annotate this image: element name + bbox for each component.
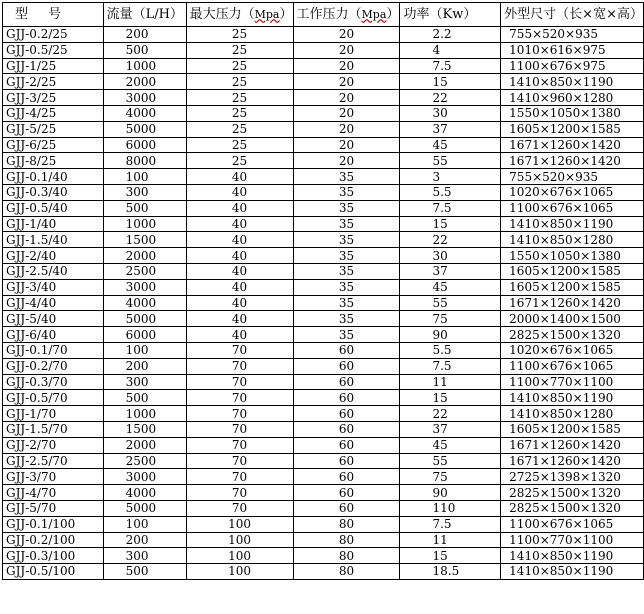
cell-power: 22 [400, 406, 501, 422]
cell-dimensions: 1410×850×1190 [501, 548, 644, 564]
cell-flow: 2500 [103, 453, 186, 469]
cell-flow: 6000 [103, 137, 186, 153]
table-row [3, 500, 644, 516]
cell-work-pressure: 35 [293, 295, 400, 311]
table-body [3, 27, 644, 580]
cell-dimensions: 1671×1260×1420 [501, 437, 644, 453]
cell-flow: 500 [103, 390, 186, 406]
cell-max-pressure: 70 [186, 390, 293, 406]
cell-work-pressure: 60 [293, 500, 400, 516]
cell-model: GJJ-4/40 [3, 295, 104, 311]
cell-max-pressure: 40 [186, 295, 293, 311]
cell-dimensions: 1605×1200×1585 [501, 121, 644, 137]
cell-model: GJJ-0.5/100 [3, 564, 104, 580]
cell-flow: 5000 [103, 121, 186, 137]
cell-power: 11 [400, 374, 501, 390]
cell-work-pressure: 35 [293, 248, 400, 264]
header-work-pressure-prefix: 工作压力（ [296, 6, 362, 22]
cell-model: GJJ-0.2/25 [3, 27, 104, 43]
cell-model: GJJ-0.3/100 [3, 548, 104, 564]
cell-model: GJJ-3/40 [3, 279, 104, 295]
cell-work-pressure: 20 [293, 58, 400, 74]
table-row [3, 137, 644, 153]
cell-work-pressure: 60 [293, 374, 400, 390]
cell-max-pressure: 40 [186, 169, 293, 185]
cell-work-pressure: 35 [293, 263, 400, 279]
cell-dimensions: 1010×616×975 [501, 42, 644, 58]
header-row [3, 3, 644, 27]
cell-power: 75 [400, 311, 501, 327]
table-row [3, 27, 644, 43]
table-row [3, 58, 644, 74]
cell-dimensions: 1020×676×1065 [501, 342, 644, 358]
cell-power: 22 [400, 90, 501, 106]
cell-max-pressure: 100 [186, 564, 293, 580]
header-max-pressure-prefix: 最大压力（ [189, 6, 255, 22]
cell-flow: 4000 [103, 295, 186, 311]
cell-max-pressure: 40 [186, 200, 293, 216]
cell-flow: 3000 [103, 90, 186, 106]
cell-flow: 300 [103, 184, 186, 200]
cell-flow: 2000 [103, 74, 186, 90]
cell-model: GJJ-2/70 [3, 437, 104, 453]
cell-max-pressure: 70 [186, 485, 293, 501]
cell-power: 7.5 [400, 516, 501, 532]
cell-dimensions: 1671×1260×1420 [501, 295, 644, 311]
header-model: 型 号 [3, 3, 104, 27]
cell-flow: 2000 [103, 437, 186, 453]
cell-model: GJJ-0.1/100 [3, 516, 104, 532]
cell-work-pressure: 60 [293, 469, 400, 485]
cell-model: GJJ-5/25 [3, 121, 104, 137]
cell-flow: 3000 [103, 469, 186, 485]
cell-max-pressure: 25 [186, 137, 293, 153]
table-row [3, 390, 644, 406]
cell-dimensions: 1671×1260×1420 [501, 153, 644, 169]
table-row [3, 548, 644, 564]
cell-dimensions: 1550×1050×1380 [501, 248, 644, 264]
cell-flow: 1000 [103, 406, 186, 422]
cell-work-pressure: 35 [293, 311, 400, 327]
cell-power: 7.5 [400, 200, 501, 216]
cell-flow: 6000 [103, 327, 186, 343]
cell-max-pressure: 70 [186, 342, 293, 358]
cell-work-pressure: 60 [293, 421, 400, 437]
cell-max-pressure: 40 [186, 216, 293, 232]
spec-table [2, 2, 644, 580]
cell-model: GJJ-0.1/70 [3, 342, 104, 358]
cell-max-pressure: 40 [186, 263, 293, 279]
cell-dimensions: 1410×850×1280 [501, 232, 644, 248]
cell-dimensions: 2725×1398×1320 [501, 469, 644, 485]
cell-max-pressure: 40 [186, 184, 293, 200]
cell-work-pressure: 35 [293, 184, 400, 200]
cell-flow: 1000 [103, 58, 186, 74]
table-row [3, 248, 644, 264]
table-row [3, 184, 644, 200]
cell-max-pressure: 25 [186, 105, 293, 121]
cell-flow: 300 [103, 374, 186, 390]
cell-dimensions: 1100×676×1065 [501, 358, 644, 374]
cell-flow: 1500 [103, 421, 186, 437]
cell-power: 2.2 [400, 27, 501, 43]
cell-work-pressure: 60 [293, 390, 400, 406]
cell-work-pressure: 80 [293, 532, 400, 548]
cell-model: GJJ-8/25 [3, 153, 104, 169]
cell-dimensions: 1020×676×1065 [501, 184, 644, 200]
cell-work-pressure: 60 [293, 453, 400, 469]
cell-power: 45 [400, 437, 501, 453]
table-row [3, 327, 644, 343]
cell-max-pressure: 40 [186, 327, 293, 343]
cell-flow: 8000 [103, 153, 186, 169]
cell-work-pressure: 35 [293, 279, 400, 295]
cell-model: GJJ-1/40 [3, 216, 104, 232]
cell-model: GJJ-2.5/40 [3, 263, 104, 279]
cell-power: 30 [400, 105, 501, 121]
cell-max-pressure: 25 [186, 42, 293, 58]
cell-max-pressure: 25 [186, 27, 293, 43]
cell-max-pressure: 70 [186, 421, 293, 437]
cell-power: 4 [400, 42, 501, 58]
cell-dimensions: 1100×676×975 [501, 58, 644, 74]
cell-work-pressure: 80 [293, 516, 400, 532]
cell-dimensions: 1410×850×1280 [501, 406, 644, 422]
header-max-pressure-unit: Mpa [254, 7, 280, 21]
cell-max-pressure: 70 [186, 469, 293, 485]
cell-work-pressure: 20 [293, 121, 400, 137]
cell-max-pressure: 70 [186, 406, 293, 422]
table-row [3, 216, 644, 232]
cell-power: 37 [400, 263, 501, 279]
table-row [3, 279, 644, 295]
cell-flow: 4000 [103, 105, 186, 121]
cell-flow: 100 [103, 516, 186, 532]
cell-model: GJJ-1/25 [3, 58, 104, 74]
cell-dimensions: 1410×850×1190 [501, 74, 644, 90]
cell-work-pressure: 35 [293, 327, 400, 343]
cell-max-pressure: 25 [186, 121, 293, 137]
cell-model: GJJ-4/70 [3, 485, 104, 501]
cell-max-pressure: 40 [186, 248, 293, 264]
cell-max-pressure: 100 [186, 516, 293, 532]
cell-max-pressure: 25 [186, 58, 293, 74]
table-row [3, 453, 644, 469]
cell-work-pressure: 20 [293, 27, 400, 43]
table-row [3, 311, 644, 327]
cell-flow: 3000 [103, 279, 186, 295]
cell-power: 7.5 [400, 358, 501, 374]
cell-flow: 4000 [103, 485, 186, 501]
cell-power: 90 [400, 327, 501, 343]
cell-dimensions: 2825×1500×1320 [501, 485, 644, 501]
cell-work-pressure: 80 [293, 548, 400, 564]
cell-power: 55 [400, 453, 501, 469]
table-row [3, 105, 644, 121]
cell-power: 15 [400, 216, 501, 232]
cell-dimensions: 2825×1500×1320 [501, 327, 644, 343]
cell-max-pressure: 70 [186, 358, 293, 374]
cell-power: 15 [400, 390, 501, 406]
cell-power: 45 [400, 137, 501, 153]
cell-work-pressure: 20 [293, 153, 400, 169]
cell-dimensions: 755×520×935 [501, 169, 644, 185]
cell-max-pressure: 70 [186, 374, 293, 390]
cell-max-pressure: 40 [186, 311, 293, 327]
cell-power: 15 [400, 74, 501, 90]
cell-model: GJJ-0.3/70 [3, 374, 104, 390]
cell-dimensions: 1671×1260×1420 [501, 137, 644, 153]
cell-work-pressure: 20 [293, 137, 400, 153]
cell-dimensions: 1550×1050×1380 [501, 105, 644, 121]
table-row [3, 153, 644, 169]
cell-model: GJJ-0.3/40 [3, 184, 104, 200]
cell-work-pressure: 35 [293, 200, 400, 216]
cell-power: 75 [400, 469, 501, 485]
cell-model: GJJ-2/25 [3, 74, 104, 90]
cell-flow: 500 [103, 42, 186, 58]
cell-flow: 2500 [103, 263, 186, 279]
cell-flow: 500 [103, 564, 186, 580]
cell-max-pressure: 40 [186, 279, 293, 295]
table-row [3, 74, 644, 90]
table-row [3, 121, 644, 137]
table-row [3, 421, 644, 437]
cell-power: 45 [400, 279, 501, 295]
cell-dimensions: 2825×1500×1320 [501, 500, 644, 516]
cell-flow: 300 [103, 548, 186, 564]
table-row [3, 263, 644, 279]
cell-flow: 100 [103, 169, 186, 185]
cell-work-pressure: 80 [293, 564, 400, 580]
cell-work-pressure: 20 [293, 74, 400, 90]
cell-flow: 5000 [103, 311, 186, 327]
header-work-pressure [293, 3, 400, 27]
cell-dimensions: 755×520×935 [501, 27, 644, 43]
cell-power: 5.5 [400, 184, 501, 200]
cell-power: 7.5 [400, 58, 501, 74]
cell-work-pressure: 20 [293, 105, 400, 121]
header-dimensions: 外型尺寸（长×宽×高） [501, 3, 644, 27]
header-max-pressure-suffix: ） [279, 6, 293, 22]
cell-model: GJJ-0.5/40 [3, 200, 104, 216]
table-row [3, 232, 644, 248]
cell-model: GJJ-5/70 [3, 500, 104, 516]
cell-model: GJJ-0.2/100 [3, 532, 104, 548]
cell-power: 11 [400, 532, 501, 548]
cell-model: GJJ-4/25 [3, 105, 104, 121]
cell-max-pressure: 25 [186, 90, 293, 106]
header-flow: 流量（L/H） [103, 3, 186, 27]
cell-flow: 200 [103, 358, 186, 374]
cell-work-pressure: 35 [293, 169, 400, 185]
cell-work-pressure: 60 [293, 485, 400, 501]
header-work-pressure-suffix: ） [386, 6, 400, 22]
header-max-pressure [186, 3, 293, 27]
cell-model: GJJ-2/40 [3, 248, 104, 264]
table-row [3, 42, 644, 58]
cell-power: 37 [400, 121, 501, 137]
table-row [3, 200, 644, 216]
table-row [3, 342, 644, 358]
cell-flow: 100 [103, 342, 186, 358]
cell-max-pressure: 70 [186, 453, 293, 469]
cell-model: GJJ-1.5/70 [3, 421, 104, 437]
cell-dimensions: 1100×676×1065 [501, 200, 644, 216]
cell-flow: 200 [103, 532, 186, 548]
cell-max-pressure: 40 [186, 232, 293, 248]
cell-work-pressure: 35 [293, 232, 400, 248]
cell-power: 110 [400, 500, 501, 516]
table-row [3, 564, 644, 580]
cell-dimensions: 1410×960×1280 [501, 90, 644, 106]
cell-work-pressure: 60 [293, 406, 400, 422]
cell-max-pressure: 70 [186, 500, 293, 516]
cell-model: GJJ-0.5/25 [3, 42, 104, 58]
cell-model: GJJ-3/25 [3, 90, 104, 106]
cell-model: GJJ-3/70 [3, 469, 104, 485]
cell-dimensions: 2000×1400×1500 [501, 311, 644, 327]
cell-power: 18.5 [400, 564, 501, 580]
cell-work-pressure: 20 [293, 42, 400, 58]
cell-flow: 1500 [103, 232, 186, 248]
cell-model: GJJ-6/40 [3, 327, 104, 343]
cell-power: 15 [400, 548, 501, 564]
cell-max-pressure: 100 [186, 548, 293, 564]
cell-model: GJJ-5/40 [3, 311, 104, 327]
cell-work-pressure: 60 [293, 342, 400, 358]
cell-model: GJJ-0.2/70 [3, 358, 104, 374]
cell-power: 3 [400, 169, 501, 185]
table-row [3, 90, 644, 106]
cell-power: 55 [400, 295, 501, 311]
cell-power: 37 [400, 421, 501, 437]
table-row [3, 406, 644, 422]
cell-dimensions: 1410×850×1190 [501, 564, 644, 580]
cell-flow: 200 [103, 27, 186, 43]
cell-dimensions: 1100×770×1100 [501, 532, 644, 548]
cell-model: GJJ-6/25 [3, 137, 104, 153]
cell-dimensions: 1410×850×1190 [501, 390, 644, 406]
cell-dimensions: 1671×1260×1420 [501, 453, 644, 469]
cell-flow: 1000 [103, 216, 186, 232]
cell-model: GJJ-1/70 [3, 406, 104, 422]
header-work-pressure-unit: Mpa [361, 7, 387, 21]
cell-flow: 5000 [103, 500, 186, 516]
cell-flow: 2000 [103, 248, 186, 264]
table-row [3, 485, 644, 501]
cell-dimensions: 1100×770×1100 [501, 374, 644, 390]
cell-power: 30 [400, 248, 501, 264]
cell-dimensions: 1410×850×1190 [501, 216, 644, 232]
table-row [3, 358, 644, 374]
cell-flow: 500 [103, 200, 186, 216]
table-row [3, 469, 644, 485]
table-row [3, 374, 644, 390]
cell-model: GJJ-0.5/70 [3, 390, 104, 406]
cell-model: GJJ-0.1/40 [3, 169, 104, 185]
cell-max-pressure: 25 [186, 74, 293, 90]
cell-dimensions: 1605×1200×1585 [501, 421, 644, 437]
cell-max-pressure: 100 [186, 532, 293, 548]
cell-power: 22 [400, 232, 501, 248]
table-row [3, 516, 644, 532]
cell-dimensions: 1100×676×1065 [501, 516, 644, 532]
cell-model: GJJ-1.5/40 [3, 232, 104, 248]
cell-work-pressure: 35 [293, 216, 400, 232]
cell-power: 90 [400, 485, 501, 501]
cell-work-pressure: 20 [293, 90, 400, 106]
cell-model: GJJ-2.5/70 [3, 453, 104, 469]
cell-work-pressure: 60 [293, 358, 400, 374]
cell-work-pressure: 60 [293, 437, 400, 453]
cell-power: 5.5 [400, 342, 501, 358]
cell-power: 55 [400, 153, 501, 169]
cell-dimensions: 1605×1200×1585 [501, 263, 644, 279]
table-row [3, 169, 644, 185]
cell-max-pressure: 70 [186, 437, 293, 453]
table-row [3, 295, 644, 311]
table-row [3, 532, 644, 548]
cell-dimensions: 1605×1200×1585 [501, 279, 644, 295]
header-power: 功率（Kw） [400, 3, 501, 27]
cell-max-pressure: 25 [186, 153, 293, 169]
table-row [3, 437, 644, 453]
